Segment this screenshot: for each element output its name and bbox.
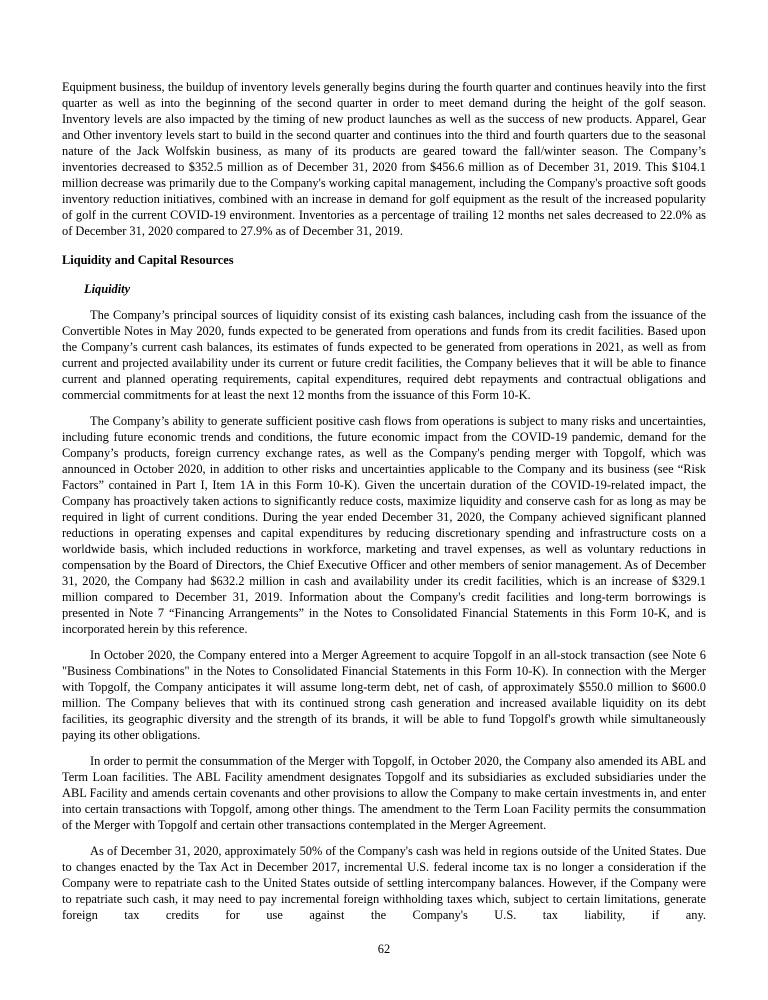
paragraph-inventory: Equipment business, the buildup of inventory levels generally begins during the fourth quarter and continues heavily into the first quarter as well as into the beginning of the second quarter in order to meet demand during the height of the golf season. Inventory levels are also impacted by the timing of new product launches as well as the success of new products. Apparel, Gear and Other inventory levels start to build in the second quarter and continues into the third and fourth quarters due to the seasonal nature of the Jack Wolfskin business, as many of its products are geared toward the fall/winter season. The Company’s inventories decreased to $352.5 million as of December 31, 2020 from $456.6 million as of December 31, 2019. This $104.1 million decrease was primarily due to the Company's working capital management, including the Company's proactive soft goods inventory reduction initiatives, combined with an increase in demand for golf equipment as the result of the increased popularity of golf in the current COVID-19 environment. Inventories as a percentage of trailing 12 months net sales decreased to 22.0% as of December 31, 2020 compared to 27.9% as of December 31, 2019. — [62, 80, 706, 238]
paragraph-cash-repatriation: As of December 31, 2020, approximately 50% of the Company's cash was held in regions outside of the United States. Due to changes enacted by the Tax Act in December 2017, incremental U.S. federal income tax is no longer a consideration if the Company were to repatriate cash to the United States outside of settling intercompany balances. However, if the Company were to repatriate such cash, it may need to pay incremental foreign withholding taxes which, subject to certain limitations, generate foreign tax credits for use against the Company's U.S. tax liability, if any. — [62, 844, 706, 922]
paragraph-liquidity-sources: The Company’s principal sources of liquidity consist of its existing cash balances, including cash from the issuance of the Convertible Notes in May 2020, funds expected to be generated from operations and funds from its credit facilities. Based upon the Company’s current cash balances, its estimates of funds expected to be generated from operations in 2021, as well as from current and projected availability under its current or future credit facilities, the Company believes that it will be able to finance current and planned operating requirements, capital expenditures, required debt repayments and contractual obligations and commercial commitments for at least the next 12 months from the issuance of this Form 10-K. — [62, 308, 706, 402]
paragraph-merger-agreement: In October 2020, the Company entered into a Merger Agreement to acquire Topgolf in an all-stock transaction (see Note 6 "Business Combinations" in the Notes to Consolidated Financial Statements in this Form 10-K). In connection with the Merger with Topgolf, the Company anticipates it will assume long-term debt, net of cash, of approximately $550.0 million to $600.0 million. The Company believes that with its continued strong cash generation and increased available liquidity on its debt facilities, its geographic diversity and the strength of its brands, it will be able to fund Topgolf's growth while simultaneously paying its other obligations. — [62, 648, 706, 742]
paragraph-abl-term-loan: In order to permit the consummation of the Merger with Topgolf, in October 2020, the Company also amended its ABL and Term Loan facilities. The ABL Facility amendment designates Topgolf and its subsidiaries as excluded subsidiaries under the ABL Facility and amends certain covenants and other provisions to allow the Company to make certain investments in, and enter into certain transactions with Topgolf, among other things. The amendment to the Term Loan Facility permits the consummation of the Merger with Topgolf and certain other transactions contemplated in the Merger Agreement. — [62, 754, 706, 832]
section-heading-liquidity-capital-resources: Liquidity and Capital Resources — [62, 253, 234, 267]
subsection-heading-liquidity: Liquidity — [84, 282, 131, 296]
page-number: 62 — [377, 942, 391, 956]
paragraph-cash-flow-risks: The Company’s ability to generate sufficient positive cash flows from operations is subject to many risks and uncertainties, including future economic trends and conditions, the future economic impact from the COVID-19 pandemic, demand for the Company’s products, foreign currency exchange rates, as well as the Company's pending merger with Topgolf, which was announced in October 2020, in addition to other risks and uncertainties applicable to the Company and its business (see “Risk Factors” contained in Part I, Item 1A in this Form 10-K). Given the uncertain duration of the COVID-19-related impact, the Company has proactively taken actions to significantly reduce costs, maximize liquidity and conserve cash for as long as may be required in light of current conditions. During the year ended December 31, 2020, the Company achieved significant planned reductions in operating expenses and capital expenditures by reducing discretionary spending and infrastructure costs on a worldwide basis, which included reductions in workforce, marketing and travel expenses, as well as voluntary reductions in compensation by the Board of Directors, the Chief Executive Officer and other members of senior management. As of December 31, 2020, the Company had $632.2 million in cash and availability under its credit facilities, which is an increase of $329.1 million compared to December 31, 2019. Information about the Company's credit facilities and long-term borrowings is presented in Note 7 “Financing Arrangements” in the Notes to Consolidated Financial Statements in this Form 10-K, and is incorporated herein by this reference. — [62, 414, 706, 636]
